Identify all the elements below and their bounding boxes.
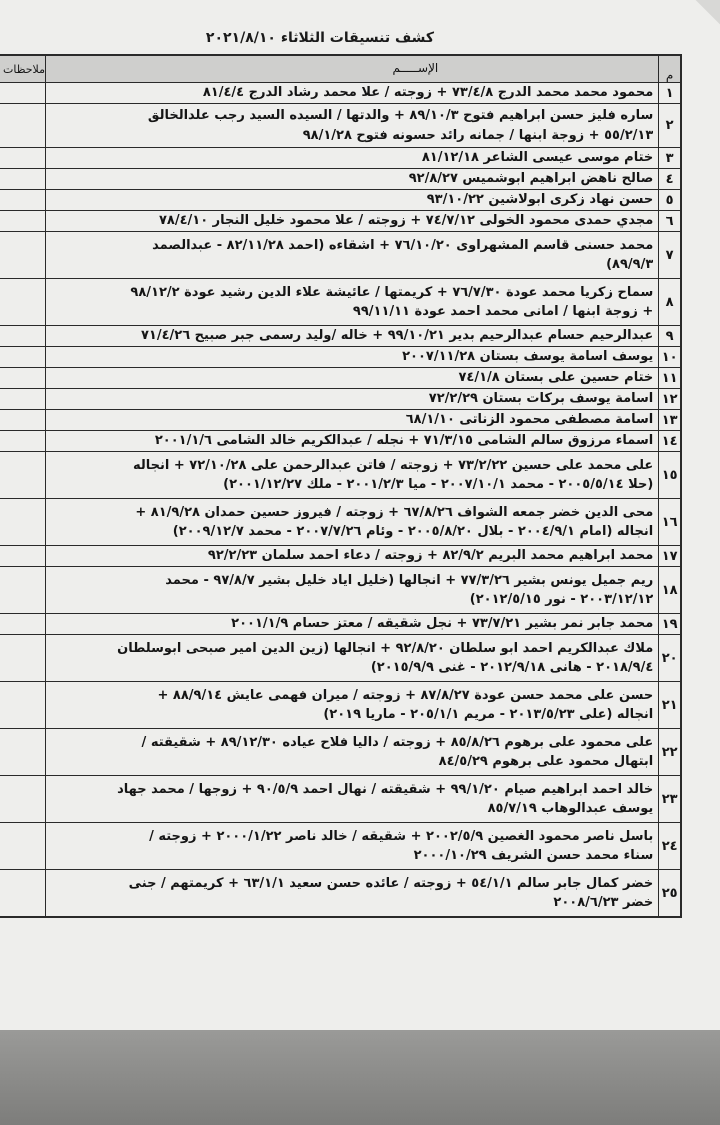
row-notes-cell [0, 546, 46, 567]
row-number: ٢٠ [659, 635, 681, 682]
row-notes-cell [0, 823, 46, 870]
row-number: ٣ [659, 148, 681, 169]
row-notes-cell [0, 635, 46, 682]
row-name-cell [46, 410, 659, 431]
table-row [0, 431, 681, 452]
name-line: سناء محمد حسن الشريف ٢٠٠٠/١٠/٢٩ [413, 848, 654, 863]
header-name: الإســـــم [46, 55, 659, 83]
row-name-cell [46, 614, 659, 635]
row-name-cell [46, 190, 659, 211]
table-row [0, 368, 681, 389]
table-row [0, 682, 681, 729]
row-name-cell [46, 823, 659, 870]
row-notes-cell [0, 148, 46, 169]
row-notes-cell [0, 614, 46, 635]
row-name-cell [46, 326, 659, 347]
row-notes-cell [0, 410, 46, 431]
row-number: ١٠ [659, 347, 681, 368]
row-name-cell [46, 431, 659, 452]
row-number: ٧ [659, 232, 681, 279]
row-number: ٨ [659, 279, 681, 326]
row-notes-cell [0, 776, 46, 823]
row-notes-cell [0, 211, 46, 232]
name-line: اسماء مرزوق سالم الشامى ٧١/٣/١٥ + نجله / عبدالكريم خالد الشامى ٢٠٠١/١/٦ [154, 433, 654, 449]
row-number: ٤ [659, 169, 681, 190]
table-row [0, 83, 681, 104]
row-number: ١٥ [659, 452, 681, 499]
name-line: ختام حسين على بستان ٧٤/١/٨ [458, 370, 654, 386]
name-line: خضر ٢٠٠٨/٦/٢٣ [553, 895, 654, 910]
table-row [0, 190, 681, 211]
table-row [0, 279, 681, 326]
name-line: سماح زكريا محمد عودة ٧٦/٧/٣٠ + كريمتها / عائيشة علاء الدين رشيد عودة ٩٨/١٢/٢ [130, 284, 654, 300]
name-line: حسن على محمد حسن عودة ٨٧/٨/٢٧ + زوجته / ميران فهمى عايش ٨٨/٩/١٤ + [157, 687, 654, 703]
name-line: باسل ناصر محمود الغصين ٢٠٠٢/٥/٩ + شقيقه / خالد ناصر ٢٠٠٠/١/٢٢ + زوجته / [149, 828, 654, 844]
row-name-cell [46, 83, 659, 104]
document-title: كشف تنسيقات الثلاثاء ٢٠٢١/٨/١٠ [205, 30, 435, 46]
table-row [0, 870, 681, 918]
name-line: صالح ناهض ابراهيم ابوشميس ٩٢/٨/٢٧ [408, 171, 654, 187]
table-row [0, 546, 681, 567]
name-line: محمد ابراهيم محمد البريم ٨٢/٩/٢ + زوجته / دعاء احمد سلمان ٩٢/٢/٢٣ [207, 548, 654, 564]
row-name-cell [46, 211, 659, 232]
row-notes-cell [0, 347, 46, 368]
row-notes-cell [0, 431, 46, 452]
row-name-cell [46, 567, 659, 614]
row-name-cell [46, 729, 659, 776]
row-number: ١٨ [659, 567, 681, 614]
table-row [0, 729, 681, 776]
table-row [0, 614, 681, 635]
table-row [0, 169, 681, 190]
name-line: خضر كمال جابر سالم ٥٤/١/١ + زوجته / عائده حسن سعيد ٦٣/١/١ + كريمتهم / جنى [128, 875, 654, 891]
name-line: على محمد على حسين ٧٣/٢/٢٢ + زوجته / فاتن عبدالرحمن على ٧٢/١٠/٢٨ + انجاله [132, 457, 654, 473]
row-name-cell [46, 232, 659, 279]
table-row [0, 567, 681, 614]
header-number: م [659, 55, 681, 83]
row-name-cell [46, 776, 659, 823]
row-number: ١٦ [659, 499, 681, 546]
row-notes-cell [0, 279, 46, 326]
row-number: ١١ [659, 368, 681, 389]
name-line: اسامة يوسف بركات بستان ٧٢/٢/٢٩ [428, 391, 654, 407]
name-line: (حلا ٢٠٠٥/٥/١٤ - محمد ٢٠٠٧/١٠/١ - ميا ٢٠٠١/٢/٣ - ملك ٢٠٠١/١٢/٢٧) [223, 477, 654, 492]
row-notes-cell [0, 169, 46, 190]
row-notes-cell [0, 190, 46, 211]
table-row [0, 347, 681, 368]
name-line: + زوجة ابنها / امانى محمد احمد عودة ٩٩/١١/١١ [352, 304, 654, 319]
row-name-cell [46, 870, 659, 918]
row-name-cell [46, 347, 659, 368]
name-line: ملاك عبدالكريم احمد ابو سلطان ٩٢/٨/٢٠ + انجالها (زين الدين امير صبحى ابوسلطان [117, 640, 654, 656]
row-notes-cell [0, 499, 46, 546]
row-notes-cell [0, 452, 46, 499]
row-notes-cell [0, 326, 46, 347]
name-line: اسامة مصطفى محمود الزناتى ٦٨/١/١٠ [405, 412, 654, 428]
name-line: ٥٥/٢/١٣ + زوجة ابنها / جمانه رائد حسونه فتوح ٩٨/١/٢٨ [302, 127, 654, 143]
name-line: محمود محمد محمد الدرج ٧٣/٤/٨ + زوجته / علا محمد رشاد الدرج ٨١/٤/٤ [202, 85, 654, 101]
name-line: حسن نهاد زكرى ابولاشين ٩٣/١٠/٢٢ [426, 192, 654, 208]
row-name-cell [46, 148, 659, 169]
name-line: ٨٩/٩/٣) [606, 257, 654, 272]
row-number: ٢٥ [659, 870, 681, 918]
row-name-cell [46, 635, 659, 682]
row-notes-cell [0, 870, 46, 918]
row-number: ٩ [659, 326, 681, 347]
table-row [0, 389, 681, 410]
row-name-cell [46, 452, 659, 499]
names-table [0, 54, 682, 918]
table-row [0, 635, 681, 682]
name-line: انجاله (على ٢٠١٣/٥/٢٣ - مريم ٢٠٥/١/١ - ماريا ٢٠١٩) [323, 707, 654, 722]
table-row [0, 326, 681, 347]
row-number: ١٩ [659, 614, 681, 635]
name-line: ختام موسى عيسى الشاعر ٨١/١٢/١٨ [421, 150, 654, 166]
name-line: ريم جميل يونس بشير ٧٧/٣/٢٦ + انجالها (خليل اياد خليل بشير ٩٧/٨/٧ - محمد [165, 572, 654, 588]
background-surface [0, 1030, 720, 1125]
row-name-cell [46, 682, 659, 729]
row-name-cell [46, 104, 659, 148]
row-number: ٢ [659, 104, 681, 148]
row-notes-cell [0, 389, 46, 410]
table-row [0, 211, 681, 232]
table-row [0, 823, 681, 870]
row-name-cell [46, 546, 659, 567]
row-notes-cell [0, 567, 46, 614]
page-corner-fold [680, 0, 720, 40]
table-row [0, 499, 681, 546]
table-row [0, 410, 681, 431]
name-line: مجدي حمدى محمود الخولى ٧٤/٧/١٢ + زوجته / علا محمود خليل النجار ٧٨/٤/١٠ [158, 213, 654, 229]
row-number: ٥ [659, 190, 681, 211]
table-row [0, 452, 681, 499]
name-line: خالد احمد ابراهيم صيام ٩٩/١/٢٠ + شقيقته / نهال احمد ٩٠/٥/٩ + زوجها / محمد جهاد [117, 781, 654, 797]
name-line: محمد جابر نمر بشير ٧٣/٧/٢١ + نجل شقيقه / معتز حسام ٢٠٠١/١/٩ [231, 616, 654, 632]
row-number: ٢٢ [659, 729, 681, 776]
table-row [0, 148, 681, 169]
row-notes-cell [0, 368, 46, 389]
row-name-cell [46, 368, 659, 389]
row-name-cell [46, 169, 659, 190]
name-line: ٢٠١٨/٩/٤ - هانى ٢٠١٢/٩/١٨ - غنى ٢٠١٥/٩/٩) [370, 660, 654, 675]
row-number: ١٢ [659, 389, 681, 410]
table-row [0, 776, 681, 823]
row-number: ١٧ [659, 546, 681, 567]
name-line: محى الدين خضر جمعه الشواف ٦٧/٨/٢٦ + زوجته / فيروز حسين حمدان ٨١/٩/٢٨ + [135, 504, 654, 520]
name-line: ابتهال محمود على برهوم ٨٤/٥/٢٩ [438, 754, 654, 769]
row-notes-cell [0, 83, 46, 104]
name-line: يوسف اسامة يوسف بستان ٢٠٠٧/١١/٢٨ [402, 349, 654, 365]
table-header-row [0, 55, 681, 83]
row-number: ١ [659, 83, 681, 104]
row-name-cell [46, 279, 659, 326]
row-number: ١٣ [659, 410, 681, 431]
name-line: ٢٠٠٣/١٢/١٢ - نور ٢٠١٢/٥/١٥) [469, 592, 654, 607]
row-notes-cell [0, 104, 46, 148]
row-name-cell [46, 499, 659, 546]
row-name-cell [46, 389, 659, 410]
name-line: يوسف عبدالوهاب ٨٥/٧/١٩ [487, 801, 654, 816]
header-notes: ملاحظات [0, 55, 46, 83]
name-line: على محمود على برهوم ٨٥/٨/٢٦ + زوجته / داليا فلاح عياده ٨٩/١٢/٣٠ + شقيقته / [141, 734, 654, 750]
table-row [0, 104, 681, 148]
table-row [0, 232, 681, 279]
row-number: ١٤ [659, 431, 681, 452]
row-notes-cell [0, 232, 46, 279]
row-notes-cell [0, 729, 46, 776]
name-line: محمد حسنى قاسم المشهراوى ٧٦/١٠/٢٠ + اشقاءه (احمد ٨٢/١١/٢٨ - عبدالصمد [152, 237, 654, 253]
row-notes-cell [0, 682, 46, 729]
row-number: ٢٤ [659, 823, 681, 870]
name-line: انجاله (امام ٢٠٠٤/٩/١ - بلال ٢٠٠٥/٨/٢٠ - وئام ٢٠٠٧/٧/٢٦ - محمد ٢٠٠٩/١٢/٧) [172, 524, 654, 539]
name-line: ساره فليز حسن ابراهيم فتوح ٨٩/١٠/٣ + والدتها / السيده السيد رجب علدالخالق [147, 108, 654, 123]
row-number: ٢٣ [659, 776, 681, 823]
row-number: ٦ [659, 211, 681, 232]
row-number: ٢١ [659, 682, 681, 729]
name-line: عبدالرحيم حسام عبدالرحيم بدير ٩٩/١٠/٢١ + خاله /وليد رسمى جبر صبيح ٧١/٤/٢٦ [140, 328, 654, 344]
